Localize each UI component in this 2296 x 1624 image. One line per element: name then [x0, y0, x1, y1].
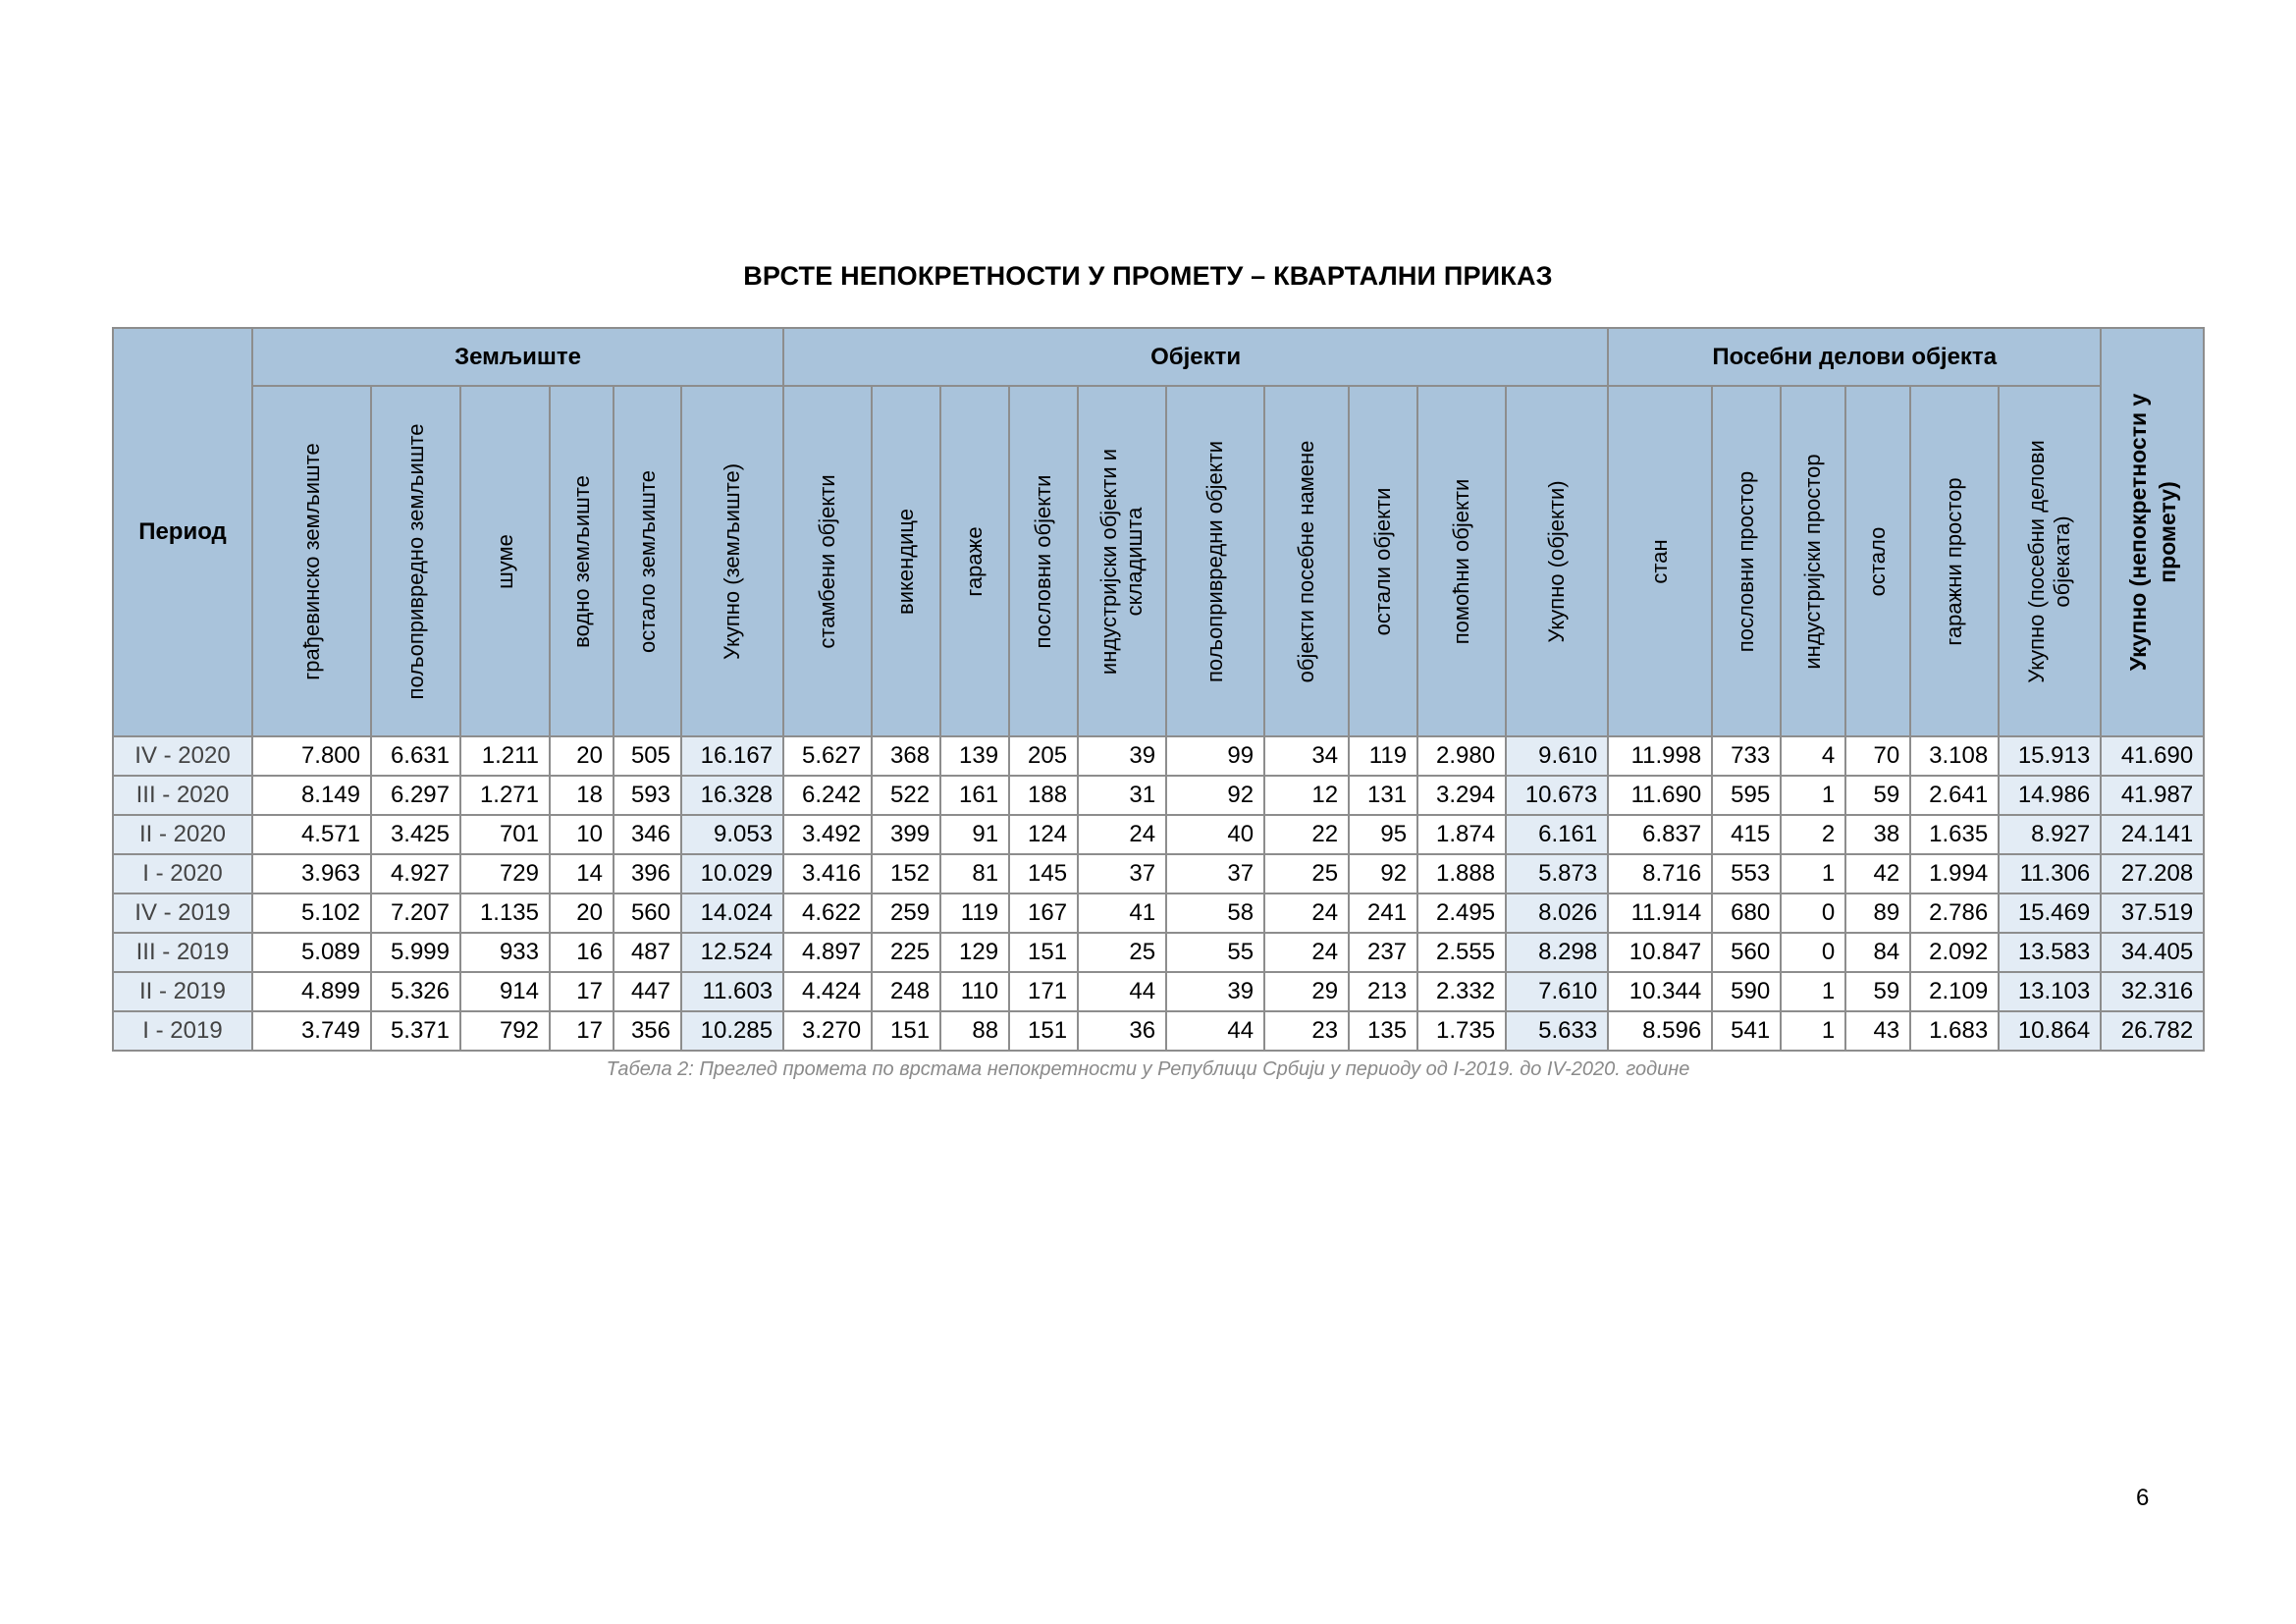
total-header-label: Укупно (непокретности у промету)	[2124, 393, 2180, 672]
value-cell: 1.994	[1910, 854, 1999, 893]
value-cell: 560	[1712, 933, 1781, 972]
value-cell: 110	[940, 972, 1009, 1011]
period-cell: IV - 2019	[113, 893, 252, 933]
value-cell: 5.627	[783, 736, 872, 776]
value-cell: 1.683	[1910, 1011, 1999, 1051]
value-cell: 6.297	[371, 776, 460, 815]
col-header-label: остали објекти	[1370, 487, 1396, 635]
value-cell: 152	[872, 854, 940, 893]
value-cell: 346	[614, 815, 681, 854]
col-header-label: шуме	[492, 533, 517, 589]
value-cell: 368	[872, 736, 940, 776]
value-cell: 2.109	[1910, 972, 1999, 1011]
value-cell: 20	[550, 736, 614, 776]
col-header-land-4	[614, 386, 681, 736]
group-land: Земљиште	[252, 328, 783, 386]
value-cell: 8.149	[252, 776, 371, 815]
value-cell: 2.332	[1417, 972, 1506, 1011]
value-cell: 590	[1712, 972, 1781, 1011]
subtotal-cell: 5.873	[1506, 854, 1608, 893]
value-cell: 2.555	[1417, 933, 1506, 972]
col-header-label: индустријски објекти и складишта	[1096, 448, 1148, 675]
col-header-label: Укупно (посебни делови објеката)	[2024, 439, 2075, 683]
value-cell: 4.927	[371, 854, 460, 893]
subtotal-cell: 11.306	[1999, 854, 2101, 893]
subtotal-cell: 13.583	[1999, 933, 2101, 972]
value-cell: 91	[940, 815, 1009, 854]
col-header-label: помоћни објекти	[1449, 478, 1474, 644]
period-cell: II - 2019	[113, 972, 252, 1011]
value-cell: 151	[1009, 933, 1078, 972]
col-header-parts-4	[1910, 386, 1999, 736]
col-header-label: пословни простор	[1734, 470, 1759, 652]
value-cell: 447	[614, 972, 681, 1011]
value-cell: 3.425	[371, 815, 460, 854]
value-cell: 4	[1781, 736, 1845, 776]
value-cell: 95	[1349, 815, 1417, 854]
col-header-objects-6	[1264, 386, 1349, 736]
value-cell: 11.998	[1608, 736, 1712, 776]
value-cell: 1.635	[1910, 815, 1999, 854]
value-cell: 729	[460, 854, 550, 893]
value-cell: 88	[940, 1011, 1009, 1051]
value-cell: 34	[1264, 736, 1349, 776]
value-cell: 145	[1009, 854, 1078, 893]
col-header-label: пољопривредни објекти	[1202, 440, 1228, 682]
table-row	[113, 736, 2204, 776]
real-estate-table	[112, 327, 2205, 1052]
total-cell: 32.316	[2101, 972, 2204, 1011]
table-row	[113, 776, 2204, 815]
value-cell: 38	[1845, 815, 1910, 854]
value-cell: 131	[1349, 776, 1417, 815]
value-cell: 3.749	[252, 1011, 371, 1051]
period-cell: III - 2019	[113, 933, 252, 972]
value-cell: 1.888	[1417, 854, 1506, 893]
value-cell: 59	[1845, 776, 1910, 815]
value-cell: 1.211	[460, 736, 550, 776]
total-header	[2101, 328, 2204, 736]
value-cell: 593	[614, 776, 681, 815]
value-cell: 89	[1845, 893, 1910, 933]
value-cell: 5.102	[252, 893, 371, 933]
col-header-land-3	[550, 386, 614, 736]
value-cell: 14	[550, 854, 614, 893]
col-header-land-5	[681, 386, 783, 736]
col-header-label: пословни објекти	[1031, 474, 1056, 648]
subtotal-cell: 11.603	[681, 972, 783, 1011]
value-cell: 22	[1264, 815, 1349, 854]
value-cell: 2	[1781, 815, 1845, 854]
col-header-label: водно земљиште	[568, 474, 594, 648]
value-cell: 10	[550, 815, 614, 854]
value-cell: 553	[1712, 854, 1781, 893]
period-cell: IV - 2020	[113, 736, 252, 776]
value-cell: 129	[940, 933, 1009, 972]
value-cell: 396	[614, 854, 681, 893]
value-cell: 7.800	[252, 736, 371, 776]
col-header-label: гаражни простор	[1942, 476, 1967, 646]
value-cell: 139	[940, 736, 1009, 776]
value-cell: 2.980	[1417, 736, 1506, 776]
value-cell: 205	[1009, 736, 1078, 776]
value-cell: 1	[1781, 854, 1845, 893]
col-header-label: остало	[1865, 526, 1891, 596]
value-cell: 44	[1166, 1011, 1264, 1051]
value-cell: 2.495	[1417, 893, 1506, 933]
value-cell: 29	[1264, 972, 1349, 1011]
value-cell: 6.242	[783, 776, 872, 815]
value-cell: 58	[1166, 893, 1264, 933]
value-cell: 5.326	[371, 972, 460, 1011]
col-header-label: стан	[1647, 538, 1673, 584]
value-cell: 4.622	[783, 893, 872, 933]
col-header-parts-1	[1712, 386, 1781, 736]
table-row	[113, 972, 2204, 1011]
value-cell: 4.571	[252, 815, 371, 854]
value-cell: 415	[1712, 815, 1781, 854]
value-cell: 1.874	[1417, 815, 1506, 854]
value-cell: 36	[1078, 1011, 1166, 1051]
value-cell: 5.999	[371, 933, 460, 972]
value-cell: 4.897	[783, 933, 872, 972]
value-cell: 59	[1845, 972, 1910, 1011]
subtotal-cell: 14.024	[681, 893, 783, 933]
value-cell: 12	[1264, 776, 1349, 815]
value-cell: 171	[1009, 972, 1078, 1011]
col-header-label: објекти посебне намене	[1294, 440, 1319, 682]
total-cell: 34.405	[2101, 933, 2204, 972]
value-cell: 119	[1349, 736, 1417, 776]
value-cell: 31	[1078, 776, 1166, 815]
value-cell: 5.089	[252, 933, 371, 972]
value-cell: 701	[460, 815, 550, 854]
col-header-label: Укупно (објекти)	[1544, 479, 1570, 643]
value-cell: 2.092	[1910, 933, 1999, 972]
value-cell: 7.207	[371, 893, 460, 933]
col-header-parts-2	[1781, 386, 1845, 736]
value-cell: 3.294	[1417, 776, 1506, 815]
subtotal-cell: 10.285	[681, 1011, 783, 1051]
value-cell: 43	[1845, 1011, 1910, 1051]
value-cell: 4.424	[783, 972, 872, 1011]
value-cell: 135	[1349, 1011, 1417, 1051]
subtotal-cell: 16.328	[681, 776, 783, 815]
value-cell: 25	[1264, 854, 1349, 893]
value-cell: 39	[1166, 972, 1264, 1011]
value-cell: 1	[1781, 972, 1845, 1011]
value-cell: 40	[1166, 815, 1264, 854]
total-cell: 37.519	[2101, 893, 2204, 933]
table-row	[113, 933, 2204, 972]
value-cell: 3.270	[783, 1011, 872, 1051]
value-cell: 37	[1166, 854, 1264, 893]
col-header-label: пољопривредно земљиште	[402, 423, 428, 699]
subtotal-cell: 10.864	[1999, 1011, 2101, 1051]
value-cell: 399	[872, 815, 940, 854]
col-header-parts-5	[1999, 386, 2101, 736]
value-cell: 522	[872, 776, 940, 815]
value-cell: 0	[1781, 933, 1845, 972]
table-row	[113, 1011, 2204, 1051]
value-cell: 933	[460, 933, 550, 972]
value-cell: 24	[1264, 933, 1349, 972]
value-cell: 3.492	[783, 815, 872, 854]
col-header-label: индустријски простор	[1800, 453, 1826, 670]
value-cell: 595	[1712, 776, 1781, 815]
value-cell: 487	[614, 933, 681, 972]
value-cell: 23	[1264, 1011, 1349, 1051]
subtotal-cell: 7.610	[1506, 972, 1608, 1011]
col-header-objects-2	[940, 386, 1009, 736]
value-cell: 92	[1166, 776, 1264, 815]
subtotal-cell: 6.161	[1506, 815, 1608, 854]
col-header-objects-5	[1166, 386, 1264, 736]
col-header-land-1	[371, 386, 460, 736]
value-cell: 10.344	[1608, 972, 1712, 1011]
value-cell: 119	[940, 893, 1009, 933]
table-row	[113, 893, 2204, 933]
total-cell: 41.987	[2101, 776, 2204, 815]
table-row	[113, 854, 2204, 893]
table-body	[113, 736, 2204, 1051]
value-cell: 733	[1712, 736, 1781, 776]
col-header-objects-7	[1349, 386, 1417, 736]
total-cell: 41.690	[2101, 736, 2204, 776]
col-header-label: Укупно (земљиште)	[720, 462, 745, 660]
value-cell: 8.596	[1608, 1011, 1712, 1051]
value-cell: 24	[1264, 893, 1349, 933]
col-header-objects-1	[872, 386, 940, 736]
value-cell: 151	[1009, 1011, 1078, 1051]
value-cell: 151	[872, 1011, 940, 1051]
value-cell: 161	[940, 776, 1009, 815]
period-cell: I - 2020	[113, 854, 252, 893]
value-cell: 41	[1078, 893, 1166, 933]
value-cell: 213	[1349, 972, 1417, 1011]
subtotal-cell: 16.167	[681, 736, 783, 776]
period-header: Период	[113, 328, 252, 736]
value-cell: 1.271	[460, 776, 550, 815]
value-cell: 241	[1349, 893, 1417, 933]
value-cell: 10.847	[1608, 933, 1712, 972]
value-cell: 84	[1845, 933, 1910, 972]
col-header-objects-3	[1009, 386, 1078, 736]
value-cell: 70	[1845, 736, 1910, 776]
value-cell: 2.786	[1910, 893, 1999, 933]
value-cell: 259	[872, 893, 940, 933]
col-header-label: гараже	[962, 525, 988, 597]
value-cell: 248	[872, 972, 940, 1011]
value-cell: 81	[940, 854, 1009, 893]
col-header-land-2	[460, 386, 550, 736]
value-cell: 225	[872, 933, 940, 972]
total-cell: 24.141	[2101, 815, 2204, 854]
value-cell: 356	[614, 1011, 681, 1051]
value-cell: 3.416	[783, 854, 872, 893]
value-cell: 44	[1078, 972, 1166, 1011]
col-header-label: остало земљиште	[634, 469, 660, 653]
value-cell: 18	[550, 776, 614, 815]
col-header-parts-3	[1845, 386, 1910, 736]
period-cell: III - 2020	[113, 776, 252, 815]
value-cell: 3.963	[252, 854, 371, 893]
col-header-objects-9	[1506, 386, 1608, 736]
value-cell: 541	[1712, 1011, 1781, 1051]
value-cell: 99	[1166, 736, 1264, 776]
group-parts: Посебни делови објекта	[1608, 328, 2101, 386]
value-cell: 17	[550, 1011, 614, 1051]
value-cell: 8.716	[1608, 854, 1712, 893]
value-cell: 17	[550, 972, 614, 1011]
col-header-label: стамбени објекти	[815, 473, 840, 649]
value-cell: 1	[1781, 776, 1845, 815]
value-cell: 560	[614, 893, 681, 933]
subtotal-cell: 8.298	[1506, 933, 1608, 972]
value-cell: 16	[550, 933, 614, 972]
subtotal-cell: 9.053	[681, 815, 783, 854]
col-header-objects-4	[1078, 386, 1166, 736]
subtotal-cell: 8.026	[1506, 893, 1608, 933]
col-header-objects-0	[783, 386, 872, 736]
col-header-land-0	[252, 386, 371, 736]
value-cell: 4.899	[252, 972, 371, 1011]
value-cell: 24	[1078, 815, 1166, 854]
value-cell: 167	[1009, 893, 1078, 933]
period-cell: II - 2020	[113, 815, 252, 854]
col-header-label: викендице	[893, 508, 919, 615]
total-cell: 27.208	[2101, 854, 2204, 893]
col-header-objects-8	[1417, 386, 1506, 736]
value-cell: 11.690	[1608, 776, 1712, 815]
value-cell: 1.135	[460, 893, 550, 933]
col-header-parts-0	[1608, 386, 1712, 736]
table-row	[113, 815, 2204, 854]
value-cell: 680	[1712, 893, 1781, 933]
value-cell: 37	[1078, 854, 1166, 893]
value-cell: 1	[1781, 1011, 1845, 1051]
subtotal-cell: 12.524	[681, 933, 783, 972]
subtotal-cell: 5.633	[1506, 1011, 1608, 1051]
value-cell: 505	[614, 736, 681, 776]
subtotal-cell: 10.673	[1506, 776, 1608, 815]
column-headers	[113, 386, 2204, 736]
value-cell: 0	[1781, 893, 1845, 933]
group-objects: Објекти	[783, 328, 1608, 386]
page-title: ВРСТЕ НЕПОКРЕТНОСТИ У ПРОМЕТУ – КВАРТАЛНИ ПРИКАЗ	[743, 261, 1553, 291]
subtotal-cell: 9.610	[1506, 736, 1608, 776]
value-cell: 5.371	[371, 1011, 460, 1051]
value-cell: 6.837	[1608, 815, 1712, 854]
total-cell: 26.782	[2101, 1011, 2204, 1051]
value-cell: 2.641	[1910, 776, 1999, 815]
value-cell: 39	[1078, 736, 1166, 776]
value-cell: 792	[460, 1011, 550, 1051]
value-cell: 1.735	[1417, 1011, 1506, 1051]
value-cell: 237	[1349, 933, 1417, 972]
subtotal-cell: 13.103	[1999, 972, 2101, 1011]
page-number: 6	[2136, 1485, 2150, 1511]
value-cell: 92	[1349, 854, 1417, 893]
subtotal-cell: 15.469	[1999, 893, 2101, 933]
col-header-label: грађевинско земљиште	[298, 442, 324, 680]
subtotal-cell: 8.927	[1999, 815, 2101, 854]
value-cell: 188	[1009, 776, 1078, 815]
value-cell: 914	[460, 972, 550, 1011]
subtotal-cell: 14.986	[1999, 776, 2101, 815]
value-cell: 11.914	[1608, 893, 1712, 933]
value-cell: 42	[1845, 854, 1910, 893]
table-caption: Табела 2: Преглед промета по врстама непокретности у Републици Србији у периоду од I-2019. до IV-2020. године	[606, 1058, 1690, 1080]
value-cell: 25	[1078, 933, 1166, 972]
period-cell: I - 2019	[113, 1011, 252, 1051]
value-cell: 3.108	[1910, 736, 1999, 776]
subtotal-cell: 10.029	[681, 854, 783, 893]
value-cell: 124	[1009, 815, 1078, 854]
value-cell: 55	[1166, 933, 1264, 972]
value-cell: 20	[550, 893, 614, 933]
value-cell: 6.631	[371, 736, 460, 776]
subtotal-cell: 15.913	[1999, 736, 2101, 776]
